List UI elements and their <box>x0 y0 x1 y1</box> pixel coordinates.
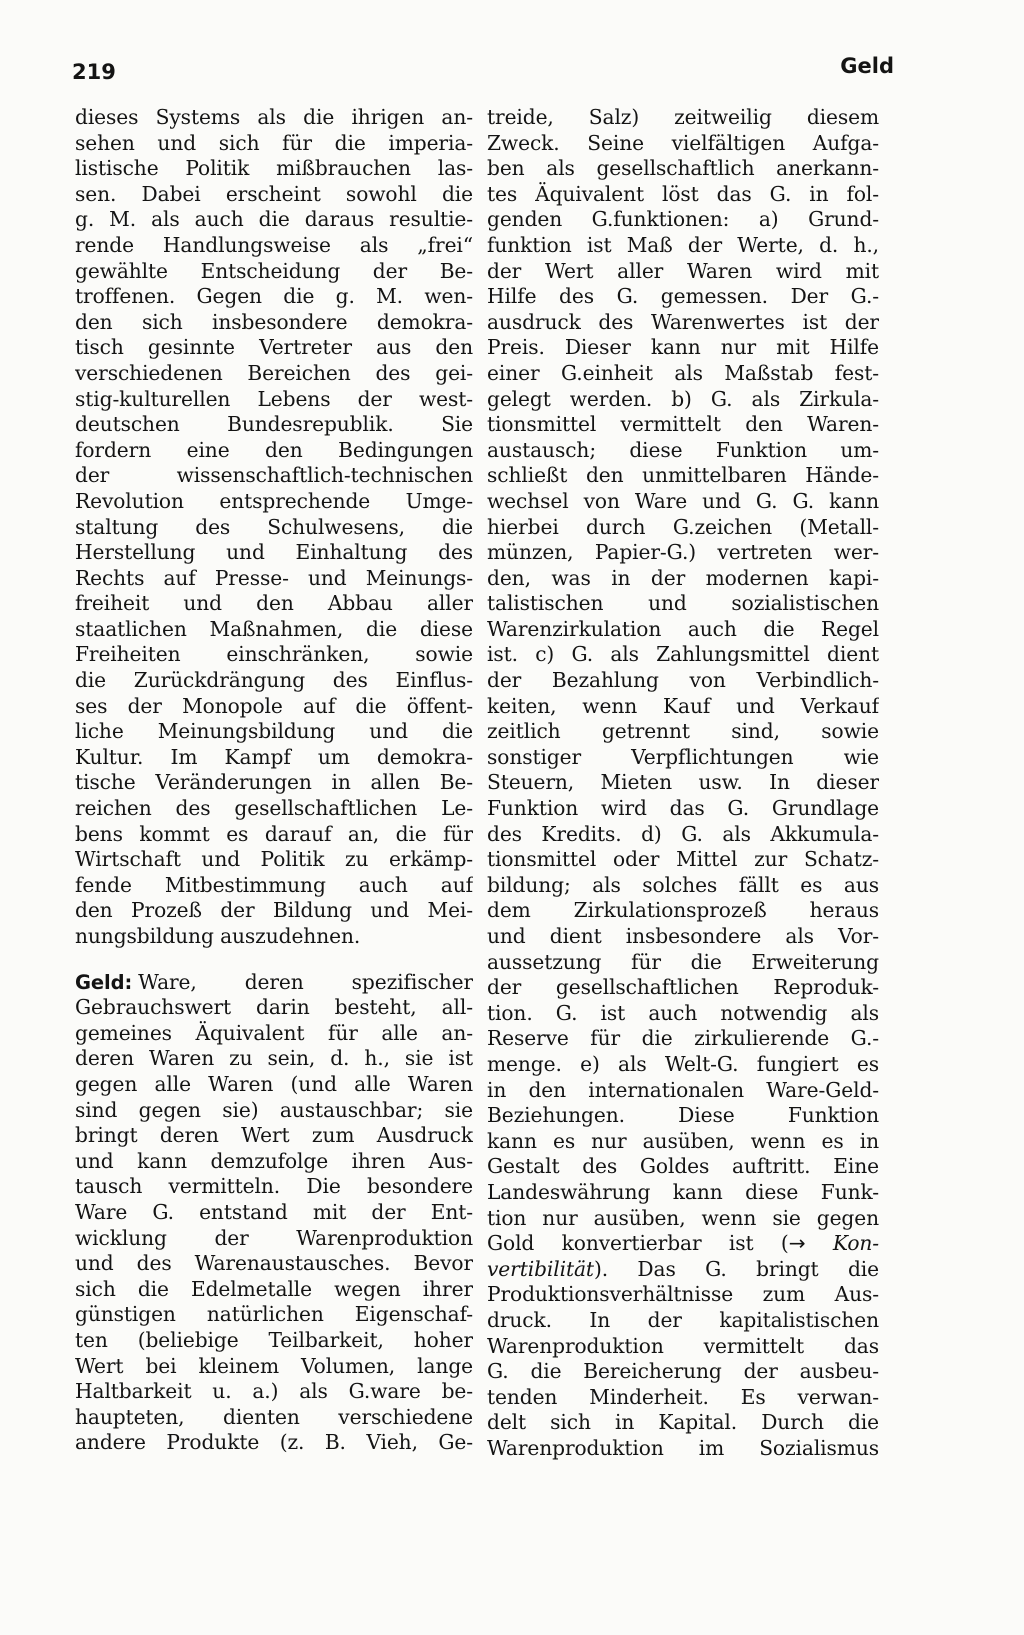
text-line: einer G.einheit als Maßstab fest- <box>487 360 879 385</box>
text-line: druck. In der kapitalistischen <box>487 1307 879 1332</box>
text-line: hierbei durch G.zeichen (Metall- <box>487 514 879 539</box>
text-line: Gebrauchswert darin besteht, all- <box>75 995 473 1020</box>
text-line: Produktionsverhältnisse zum Aus- <box>487 1282 879 1307</box>
xref-line-prefix: Gold konvertierbar ist ( <box>487 1231 789 1256</box>
text-line: sonstiger Verpflichtungen wie <box>487 744 879 769</box>
text-line: die Zurückdrängung des Einflus- <box>75 668 473 693</box>
text-line: Steuern, Mieten usw. In dieser <box>487 770 879 795</box>
text-line: Landeswährung kann diese Funk- <box>487 1179 879 1204</box>
text-line: tionsmittel vermittelt den Waren- <box>487 412 879 437</box>
text-line: Rechts auf Presse- und Meinungs- <box>75 565 473 590</box>
text-line: austausch; diese Funktion um- <box>487 437 879 462</box>
text-line: zeitlich getrennt sind, sowie <box>487 719 879 744</box>
text-line: Reserve für die zirkulierende G.- <box>487 1026 879 1051</box>
text-line: Hilfe des G. gemessen. Der G.- <box>487 284 879 309</box>
text-line: rende Handlungsweise als „frei“ <box>75 232 473 257</box>
text-line: Preis. Dieser kann nur mit Hilfe <box>487 335 879 360</box>
entry-spacer <box>75 950 473 970</box>
text-line: Haltbarkeit u. a.) als G.ware be- <box>75 1379 473 1404</box>
text-line: wicklung der Warenproduktion <box>75 1225 473 1250</box>
text-line: tes Äquivalent löst das G. in fol- <box>487 181 879 206</box>
entry-first-line <box>75 970 473 996</box>
text-line: bens kommt es darauf an, die für <box>75 821 473 846</box>
text-line: sehen und sich für die imperia- <box>75 130 473 155</box>
text-line: fende Mitbestimmung auch auf <box>75 872 473 897</box>
text-line: tenden Minderheit. Es verwan- <box>487 1384 879 1409</box>
text-line: der wissenschaftlich-technischen <box>75 463 473 488</box>
text-line: Beziehungen. Diese Funktion <box>487 1103 879 1128</box>
text-line: listische Politik mißbrauchen las- <box>75 156 473 181</box>
text-line: bringt deren Wert zum Ausdruck <box>75 1123 473 1148</box>
text-line: keiten, wenn Kauf und Verkauf <box>487 693 879 718</box>
text-line: dieses Systems als die ihrigen an- <box>75 105 473 129</box>
text-line: deutschen Bundesrepublik. Sie <box>75 412 473 437</box>
text-line: nungsbildung auszudehnen. <box>75 924 361 948</box>
text-line: sich die Edelmetalle wegen ihrer <box>75 1276 473 1301</box>
text-line: tausch vermitteln. Die besondere <box>75 1174 473 1199</box>
text-line: sen. Dabei erscheint sowohl die <box>75 181 473 206</box>
preceding-entry-text <box>75 105 473 924</box>
text-line: tion nur ausüben, wenn sie gegen <box>487 1205 879 1230</box>
text-line: des Kredits. d) G. als Akkumula- <box>487 821 879 846</box>
text-line: den, was in der modernen kapi- <box>487 565 879 590</box>
right-column <box>487 105 879 1461</box>
text-line: und dient insbesondere als Vor- <box>487 924 879 948</box>
text-line: ben als gesellschaftlich anerkann- <box>487 156 879 181</box>
text-line: funktion ist Maß der Werte, d. h., <box>487 232 879 257</box>
geld-entry-text-end <box>487 1282 879 1461</box>
text-line: wechsel von Ware und G. G. kann <box>487 488 879 513</box>
text-line: Freiheiten einschränken, sowie <box>75 642 473 667</box>
text-line: ausdruck des Warenwertes ist der <box>487 309 879 334</box>
geld-entry-continuation <box>487 105 879 1231</box>
page-number: 219 <box>72 60 116 84</box>
text-line: bildung; als solches fällt es aus <box>487 872 879 897</box>
text-line: tionsmittel oder Mittel zur Schatz- <box>487 847 879 872</box>
text-line: delt sich in Kapital. Durch die <box>487 1410 879 1435</box>
entry-first-line-text: Ware, deren spezifischer <box>138 969 473 994</box>
text-line: menge. e) als Welt-G. fungiert es <box>487 1051 879 1076</box>
text-line: genden G.funktionen: a) Grund- <box>487 207 879 232</box>
running-head: Geld <box>840 54 894 78</box>
text-line: und des Warenaustausches. Bevor <box>75 1251 473 1276</box>
geld-entry-text <box>75 995 473 1456</box>
text-line: Wirtschaft und Politik zu erkämp- <box>75 847 473 872</box>
text-line: tisch gesinnte Vertreter aus den <box>75 335 473 360</box>
left-column <box>75 105 473 1456</box>
text-line: reichen des gesellschaftlichen Le- <box>75 796 473 821</box>
text-line: den Prozeß der Bildung und Mei- <box>75 898 473 923</box>
text-line: Gestalt des Goldes auftritt. Eine <box>487 1154 879 1179</box>
text-line: treide, Salz) zeitweilig diesem <box>487 105 879 129</box>
text-line: tion. G. ist auch notwendig als <box>487 1000 879 1025</box>
text-line: kann es nur ausüben, wenn es in <box>487 1128 879 1153</box>
text-line: Ware G. entstand mit der Ent- <box>75 1199 473 1224</box>
text-line: freiheit und den Abbau aller <box>75 591 473 616</box>
text-line: Herstellung und Einhaltung des <box>75 540 473 565</box>
text-line: gegen alle Waren (und alle Waren <box>75 1071 473 1096</box>
text-line: schließt den unmittelbaren Hände- <box>487 463 879 488</box>
text-line: haupteten, dienten verschiedene <box>75 1404 473 1429</box>
text-line: andere Produkte (z. B. Vieh, Ge- <box>75 1430 473 1455</box>
text-line: ten (beliebige Teilbarkeit, hoher <box>75 1327 473 1352</box>
text-line: Warenzirkulation auch die Regel <box>487 616 879 641</box>
text-line: talistischen und sozialistischen <box>487 591 879 616</box>
text-line: der Bezahlung von Verbindlich- <box>487 668 879 693</box>
text-line: ist. c) G. als Zahlungsmittel dient <box>487 642 879 667</box>
text-line: sind gegen sie) austauschbar; sie <box>75 1097 473 1122</box>
text-line: der Wert aller Waren wird mit <box>487 258 879 283</box>
text-line: münzen, Papier-G.) vertreten wer- <box>487 540 879 565</box>
text-line: g. M. als auch die daraus resultie- <box>75 207 473 232</box>
text-line: G. die Bereicherung der ausbeu- <box>487 1359 879 1384</box>
text-line: dem Zirkulationsprozeß heraus <box>487 898 879 923</box>
text-line: der gesellschaftlichen Reproduk- <box>487 975 879 1000</box>
xref-line <box>487 1231 879 1257</box>
text-line: troffenen. Gegen die g. M. wen- <box>75 284 473 309</box>
text-line: fordern eine den Bedingungen <box>75 437 473 462</box>
text-line: Warenproduktion vermittelt das <box>487 1333 879 1358</box>
text-line: tische Veränderungen in allen Be- <box>75 770 473 795</box>
text-line: deren Waren zu sein, d. h., sie ist <box>75 1046 473 1071</box>
text-line: Warenproduktion im Sozialismus <box>487 1435 879 1460</box>
entry-headword: Geld: <box>75 970 133 994</box>
xref-line-suffix: ). Das G. bringt die <box>593 1256 879 1281</box>
text-line: Revolution entsprechende Umge- <box>75 488 473 513</box>
text-line: und kann demzufolge ihren Aus- <box>75 1148 473 1173</box>
text-line: Zweck. Seine vielfältigen Aufga- <box>487 130 879 155</box>
text-line: stig-kulturellen Lebens der west- <box>75 386 473 411</box>
text-line: staltung des Schulwesens, die <box>75 514 473 539</box>
text-line: staatlichen Maßnahmen, die diese <box>75 616 473 641</box>
text-line: gelegt werden. b) G. als Zirkula- <box>487 386 879 411</box>
text-line: aussetzung für die Erweiterung <box>487 949 879 974</box>
text-line: in den internationalen Ware-Geld- <box>487 1077 879 1102</box>
text-line: Funktion wird das G. Grundlage <box>487 796 879 821</box>
cross-reference-part1[interactable]: Kon- <box>832 1231 879 1256</box>
xref-line-2 <box>487 1257 879 1283</box>
text-line: Kultur. Im Kampf um demokra- <box>75 744 473 769</box>
text-line: Wert bei kleinem Volumen, lange <box>75 1353 473 1378</box>
text-line: liche Meinungsbildung und die <box>75 719 473 744</box>
arrow-right-icon: → <box>788 1231 806 1256</box>
text-line: verschiedenen Bereichen des gei- <box>75 360 473 385</box>
text-line: günstigen natürlichen Eigenschaf- <box>75 1302 473 1327</box>
text-line: ses der Monopole auf die öffent- <box>75 693 473 718</box>
text-line: den sich insbesondere demokra- <box>75 309 473 334</box>
cross-reference-part2[interactable]: vertibilität <box>487 1256 594 1281</box>
text-line: gemeines Äquivalent für alle an- <box>75 1020 473 1045</box>
text-line: gewählte Entscheidung der Be- <box>75 258 473 283</box>
